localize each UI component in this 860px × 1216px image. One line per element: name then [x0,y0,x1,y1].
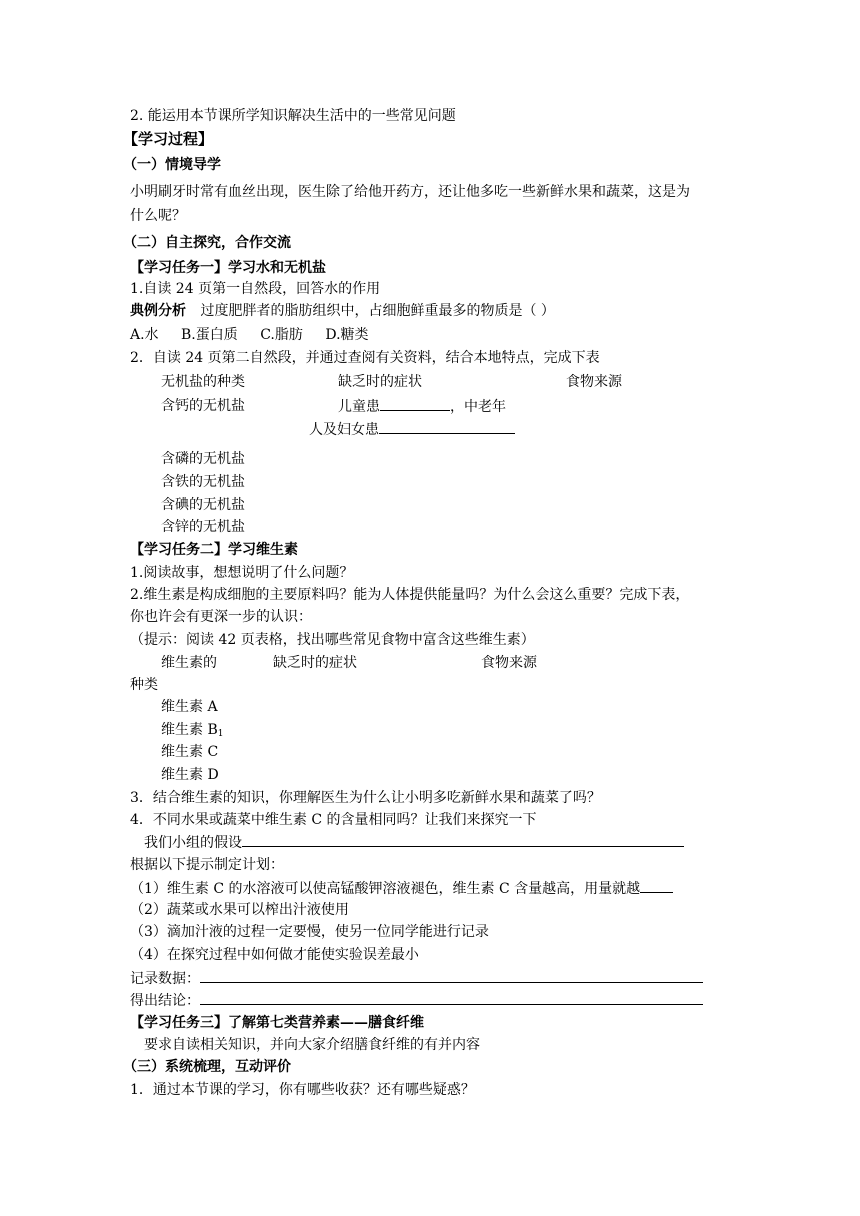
vit-header-type: 维生素的 [161,655,217,671]
task2-q3: 3．结合维生素的知识，你理解医生为什么让小明多吃新鲜水果和蔬菜了吗？ [130,790,601,806]
tip-4: （4）在探究过程中如何做才能使实验误差最小 [130,947,419,963]
salt-header-source: 食物来源 [566,374,622,390]
option-d: D.糖类 [325,327,369,343]
vit-header-source: 食物来源 [481,655,537,671]
section3-heading: （三）系统梳理，互动评价 [123,1059,291,1075]
tip-1-text: （1）维生素 C 的水溶液可以使高锰酸钾溶液褪色，维生素 C 含量越高，用量就越 [130,881,641,897]
record-line [130,968,703,989]
section1-text-line2: 什么呢？ [130,208,186,224]
conclusion-blank[interactable] [200,990,703,1005]
vit-header-wrap: 种类 [130,677,158,693]
vitamin-a: 维生素 A [161,699,218,715]
option-b: B.蛋白质 [181,327,238,343]
option-c: C.脂肪 [260,327,303,343]
conclusion-line [130,990,703,1011]
vitamin-b1 [161,720,223,744]
calcium-symptom-line1 [338,396,506,417]
tip-2: （2）蔬菜或水果可以榨出汁液使用 [130,902,349,918]
section3-q1: 1．通过本节课的学习，你有哪些收获？还有哪些疑惑？ [130,1082,475,1098]
hypothesis-blank[interactable] [242,832,684,847]
example-line [130,301,555,321]
example-text: 过度肥胖者的脂肪组织中，占细胞鲜重最多的物质是（ ） [200,303,555,319]
calcium-blank-2[interactable] [379,419,515,434]
task2-q2-line2: 你也许会有更深一步的认识： [130,609,312,625]
tip-3: （3）滴加汁液的过程一定要慢，使另一位同学能进行记录 [130,924,489,940]
task1-q2: 2．自读 24 页第二自然段，并通过查阅有关资料，结合本地特点，完成下表 [130,350,600,366]
salt-row-iodine: 含碘的无机盐 [161,497,245,513]
vitamin-b-label: 维生素 B [161,722,218,738]
task3-heading: 【学习任务三】了解第七类营养素——膳食纤维 [130,1015,424,1031]
vitamin-d: 维生素 D [161,767,219,783]
vit-header-symptom: 缺乏时的症状 [273,655,357,671]
task2-q4: 4．不同水果或蔬菜中维生素 C 的含量相同吗？让我们来探究一下 [130,812,537,828]
calcium-symptom-line2 [309,419,515,440]
calcium-symptom-part2: ，中老年 [450,399,506,415]
plan-intro: 根据以下提示制定计划： [130,857,284,873]
task3-text: 要求自读相关知识，并向大家介绍膳食纤维的有并内容 [144,1037,480,1053]
conclusion-label: 得出结论： [130,993,200,1009]
task2-heading: 【学习任务二】学习维生素 [130,542,298,558]
section1-text-line1: 小明刷牙时常有血丝出现，医生除了给他开药方，还让他多吃一些新鲜水果和蔬菜，这是为 [130,184,690,200]
record-label: 记录数据： [130,971,200,987]
task2-hint: （提示：阅读 42 页表格，找出哪些常见食物中富含这些维生素） [130,632,535,648]
tip-1-blank[interactable] [640,878,673,893]
objective-2: 2. 能运用本节课所学知识解决生活中的一些常见问题 [130,108,456,124]
option-list [130,325,369,345]
option-a: A.水 [130,327,159,343]
salt-header-symptom: 缺乏时的症状 [338,374,422,390]
salt-row-iron: 含铁的无机盐 [161,474,245,490]
section1-heading: （一）情境导学 [123,157,221,173]
calcium-blank-1[interactable] [380,396,450,411]
salt-row-phosphorus: 含磷的无机盐 [161,451,245,467]
salt-header-type: 无机盐的种类 [161,374,245,390]
vitamin-b-subscript: 1 [217,729,224,739]
hypothesis-label: 我们小组的假设 [144,835,242,851]
hypothesis-line [144,832,684,853]
vitamin-c: 维生素 C [161,744,219,760]
task1-heading: 【学习任务一】学习水和无机盐 [130,260,326,276]
task2-q1: 1.阅读故事，想想说明了什么问题？ [130,565,354,581]
task2-q2-line1: 2.维生素是构成细胞的主要原料吗？能为人体提供能量吗？为什么会这么重要？完成下表， [130,587,690,603]
salt-row-zinc: 含锌的无机盐 [161,519,245,535]
example-label: 典例分析 [130,303,186,319]
section2-heading: （二）自主探究，合作交流 [123,235,291,251]
calcium-type: 含钙的无机盐 [161,398,245,414]
calcium-symptom-part1: 儿童患 [338,399,380,415]
task1-q1: 1.自读 24 页第一自然段，回答水的作用 [130,281,381,297]
calcium-symptom-part3: 人及妇女患 [309,422,379,438]
tip-1 [130,878,673,899]
record-blank[interactable] [200,968,703,983]
process-heading: 【学习过程】 [123,130,214,148]
